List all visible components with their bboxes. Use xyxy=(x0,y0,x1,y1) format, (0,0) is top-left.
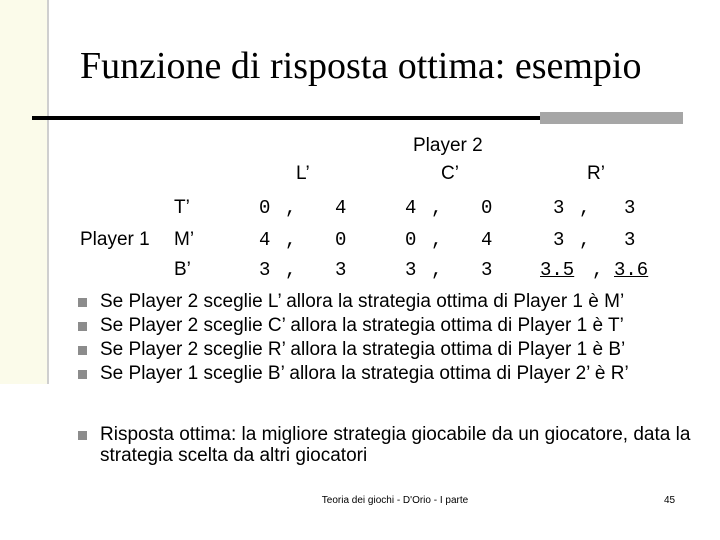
square-bullet-icon xyxy=(78,298,87,307)
definition-bullet xyxy=(78,424,700,466)
square-bullet-icon xyxy=(78,370,87,379)
title-rule xyxy=(32,116,540,120)
payoff-t-r-p2: 3 xyxy=(624,197,636,219)
page-number: 45 xyxy=(664,495,676,506)
payoff-separator: , xyxy=(285,197,297,219)
payoff-t-l-p1: 0 xyxy=(259,197,271,219)
column-header-r: R’ xyxy=(587,163,605,184)
payoff-b-r-p1-highlight: 3.5 xyxy=(540,259,575,281)
square-bullet-icon xyxy=(78,431,87,440)
payoff-separator: , xyxy=(592,259,604,281)
bullet-text: Se Player 2 sceglie C’ allora la strategia ottima di Player 1 è T’ xyxy=(100,315,624,336)
row-header-t: T’ xyxy=(174,197,190,218)
payoff-t-r-p1: 3 xyxy=(553,197,565,219)
payoff-separator: , xyxy=(579,197,591,219)
payoff-m-l-p1: 4 xyxy=(259,229,271,251)
column-header-l: L’ xyxy=(296,163,310,184)
row-header-b: B’ xyxy=(174,259,191,280)
slide-title: Funzione di risposta ottima: esempio xyxy=(80,45,642,87)
bullet-item xyxy=(78,362,629,386)
payoff-separator: , xyxy=(431,197,443,219)
payoff-separator: , xyxy=(285,229,297,251)
bullet-text: Se Player 1 sceglie B’ allora la strategia ottima di Player 2’ è R’ xyxy=(100,363,629,384)
payoff-separator: , xyxy=(431,229,443,251)
payoff-separator: , xyxy=(431,259,443,281)
payoff-m-l-p2: 0 xyxy=(335,229,347,251)
row-header-m: M’ xyxy=(174,229,195,250)
payoff-separator: , xyxy=(285,259,297,281)
definition-text: Risposta ottima: la migliore strategia giocabile da un giocatore, data la strategia scelta da altri giocatori xyxy=(100,424,691,466)
payoff-b-c-p2: 3 xyxy=(481,259,493,281)
payoff-m-r-p1: 3 xyxy=(553,229,565,251)
payoff-b-l-p2: 3 xyxy=(335,259,347,281)
left-decor-band xyxy=(0,0,47,384)
payoff-b-r-p2-highlight: 3.6 xyxy=(614,259,649,281)
row-player-label: Player 1 xyxy=(80,229,150,250)
column-header-c: C’ xyxy=(441,163,459,184)
bullet-item xyxy=(78,338,629,362)
payoff-separator: , xyxy=(579,229,591,251)
payoff-m-c-p1: 0 xyxy=(405,229,417,251)
payoff-t-l-p2: 4 xyxy=(335,197,347,219)
bullet-item xyxy=(78,314,629,338)
square-bullet-icon xyxy=(78,322,87,331)
column-player-label: Player 2 xyxy=(413,135,483,156)
square-bullet-icon xyxy=(78,346,87,355)
left-decor-bar xyxy=(47,0,49,384)
payoff-t-c-p2: 0 xyxy=(481,197,493,219)
bullet-list xyxy=(78,290,629,386)
bullet-text: Se Player 2 sceglie R’ allora la strategia ottima di Player 1 è B’ xyxy=(100,339,626,360)
title-rule-accent xyxy=(540,112,683,124)
payoff-t-c-p1: 4 xyxy=(405,197,417,219)
bullet-item xyxy=(78,290,629,314)
payoff-m-c-p2: 4 xyxy=(481,229,493,251)
slide-footer: Teoria dei giochi - D'Orio - I parte xyxy=(321,495,469,506)
payoff-m-r-p2: 3 xyxy=(624,229,636,251)
bullet-text: Se Player 2 sceglie L’ allora la strategia ottima di Player 1 è M’ xyxy=(100,291,625,312)
payoff-b-l-p1: 3 xyxy=(259,259,271,281)
payoff-b-c-p1: 3 xyxy=(405,259,417,281)
